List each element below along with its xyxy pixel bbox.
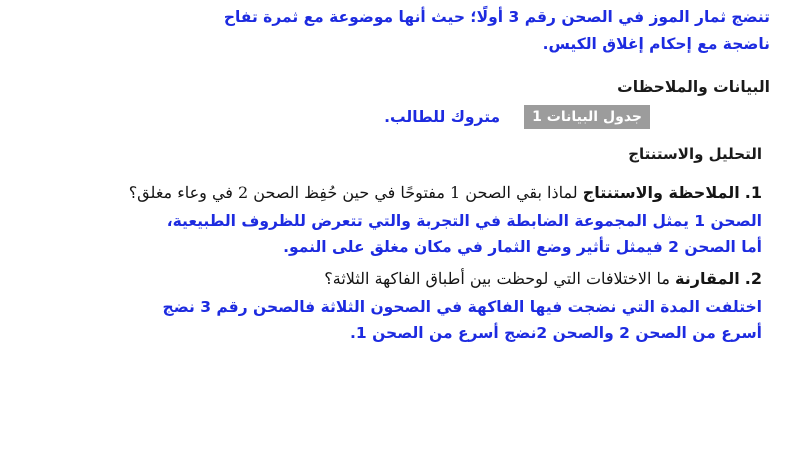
- intro-line-1: تنضج ثمار الموز في الصحن رقم 3 أولًا؛ حيث أنها موضوعة مع ثمرة تفاح: [223, 8, 770, 26]
- answer-1-line-1: الصحن 1 يمثل المجموعة الضابطة في التجربة والتي تتعرض للظروف الطبيعية،: [166, 212, 762, 230]
- answer-2-line-1: اختلفت المدة التي نضجت فيها الفاكهة في الصحون الثلاثة فالصحن رقم 3 نضج: [162, 298, 762, 316]
- question-2-text: ما الاختلافات التي لوحظت بين أطباق الفاكهة الثلاثة؟: [324, 269, 670, 288]
- answer-2: [18, 294, 770, 346]
- question-1-number: 1.: [744, 183, 762, 202]
- data-observations-heading: البيانات والملاحظات: [617, 78, 770, 96]
- question-2: [18, 266, 770, 292]
- intro-answer: [80, 4, 770, 58]
- question-1-label: الملاحظة والاستنتاج: [582, 183, 740, 202]
- question-2-number: 2.: [744, 269, 762, 288]
- data-table-row: [18, 105, 650, 129]
- question-1-text: لماذا بقي الصحن 1 مفتوحًا في حين حُفِظ الصحن 2 في وعاء مغلق؟: [128, 183, 578, 202]
- answer-2-line-2: أسرع من الصحن 2 والصحن 2نضج أسرع من الصحن 1.: [350, 324, 762, 342]
- question-2-label: المقارنة: [675, 269, 740, 288]
- intro-line-2: ناضجة مع إحكام إغلاق الكيس.: [542, 35, 770, 53]
- analysis-conclusion-heading: التحليل والاستنتاج: [628, 145, 762, 163]
- answer-1-line-2: أما الصحن 2 فيمثل تأثير وضع الثمار في مكان مغلق على النمو.: [283, 238, 762, 256]
- data-table-note: متروك للطالب.: [384, 108, 501, 126]
- answer-1: [18, 208, 770, 260]
- data-table-badge: جدول البيانات 1: [524, 105, 650, 129]
- question-1: [18, 180, 770, 206]
